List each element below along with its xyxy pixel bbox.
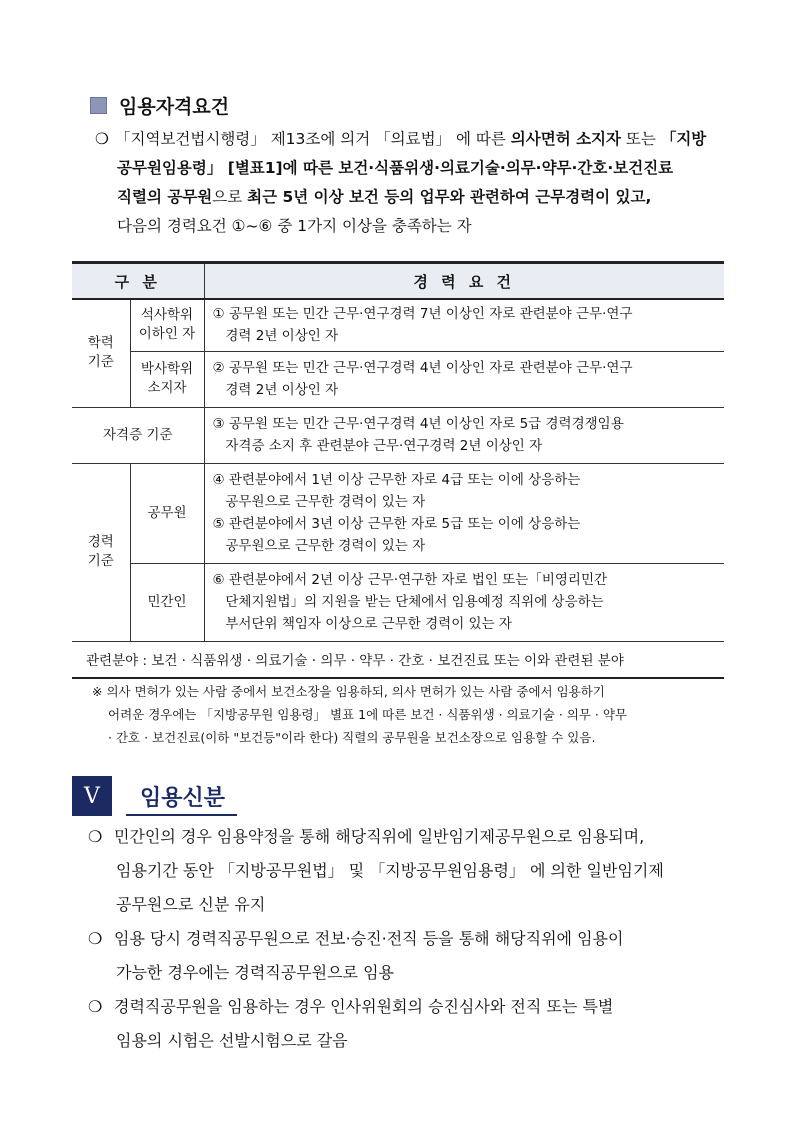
paragraph-line: ❍ 「지역보건법시행령」 제13조에 의거 「의료법」 에 따른 의사면허 소지자 또는 「지방 <box>95 125 735 154</box>
footnote-line: · 간호 · 보건진료(이하 "보건등"이라 한다) 직렬의 공무원을 보건소장으로 임용할 수 있음. <box>108 730 596 745</box>
paragraph-line: 공무원임용령」 [별표1]에 따른 보건·식품위생·의료기술·의무·약무·간호·보건진료 <box>117 159 674 177</box>
table-row <box>72 563 724 641</box>
list-item: ❍ 임용 당시 경력직공무원으로 전보·승진·전직 등을 통해 해당직위에 임용이 <box>88 922 738 956</box>
section-number-badge: V <box>72 776 112 816</box>
list-item-continuation: 가능한 경우에는 경력직공무원으로 임용 <box>116 963 395 982</box>
section-v-heading <box>72 776 237 816</box>
license-requirement: ③ 공무원 또는 민간 근무·연구경력 4년 이상인 자로 5급 경력경쟁임용 자격증 소지 후 관련분야 근무·연구경력 2년 이상인 자 <box>204 407 724 463</box>
private-requirement: ⑥ 관련분야에서 2년 이상 근무·연구한 자로 법인 또는「비영리민간 단체지원법」의 지원을 받는 단체에서 임용예정 직위에 상응하는 부서단위 책임자 이상으로 근무한 경력이 있는 자 <box>204 563 724 641</box>
table-header-row <box>72 263 724 300</box>
paragraph-line: 직렬의 공무원으로 최근 5년 이상 보건 등의 업무와 관련하여 근무경력이 있고, <box>117 188 652 206</box>
footnote <box>92 680 732 749</box>
circle-bullet-icon: ❍ <box>95 130 109 148</box>
section-title: 임용신분 <box>126 781 237 816</box>
academic-group-label: 학력 기준 <box>72 299 130 407</box>
phd-requirement: ② 공무원 또는 민간 근무·연구경력 4년 이상인 자로 관련분야 근무·연구 경력 2년 이상인 자 <box>204 351 724 407</box>
table-row <box>72 299 724 351</box>
circle-bullet-icon: ❍ <box>88 827 103 846</box>
masters-label: 석사학위 이하인 자 <box>130 299 204 351</box>
list-item: ❍ 경력직공무원을 임용하는 경우 인사위원회의 승진심사와 전직 또는 특별 <box>88 990 738 1024</box>
footnote-line: 어려운 경우에는 「지방공무원 임용령」 별표 1에 따른 보건 · 식품위생 · 의료기술 · 의무 · 약무 <box>108 707 627 722</box>
list-item: ❍ 민간인의 경우 임용약정을 통해 해당직위에 일반임기제공무원으로 임용되며, <box>88 820 738 854</box>
square-bullet-icon <box>90 97 107 114</box>
career-requirements-table <box>72 261 724 679</box>
phd-label: 박사학위 소지자 <box>130 351 204 407</box>
footnote-line: ※ 의사 면허가 있는 사람 중에서 보건소장을 임용하되, 의사 면허가 있는 사람 중에서 임용하기 <box>92 684 605 699</box>
masters-requirement: ① 공무원 또는 민간 근무·연구경력 7년 이상인 자로 관련분야 근무·연구 경력 2년 이상인 자 <box>204 299 724 351</box>
private-label: 민간인 <box>130 563 204 641</box>
list-item-continuation: 임용의 시험은 선발시험으로 갈음 <box>116 1031 348 1050</box>
related-field-note: 관련분야 : 보건 · 식품위생 · 의료기술 · 의무 · 약무 · 간호 · 보건진료 또는 이와 관련된 분야 <box>72 641 724 678</box>
header-requirement: 경 력 요 건 <box>204 263 724 300</box>
list-item-continuation: 공무원으로 신분 유지 <box>116 895 266 914</box>
table-row <box>72 351 724 407</box>
table-row <box>72 407 724 463</box>
circle-bullet-icon: ❍ <box>88 929 103 948</box>
table-row <box>72 463 724 563</box>
list-item-continuation: 임용기간 동안 「지방공무원법」 및 「지방공무원임용령」 에 의한 일반임기제 <box>116 861 664 880</box>
paragraph-line: 다음의 경력요건 ①~⑥ 중 1가지 이상을 충족하는 자 <box>117 217 472 235</box>
circle-bullet-icon: ❍ <box>88 997 103 1016</box>
license-label: 자격증 기준 <box>72 407 204 463</box>
section-heading <box>90 92 229 119</box>
qualification-paragraph <box>95 125 735 241</box>
appointment-status-list <box>88 820 738 1058</box>
public-requirement: ④ 관련분야에서 1년 이상 근무한 자로 4급 또는 이에 상응하는 공무원으로 근무한 경력이 있는 자 ⑤ 관련분야에서 3년 이상 근무한 자로 5급 또는 이에 상응하는 공무원으로 근무한 경력이 있는 자 <box>204 463 724 563</box>
career-group-label: 경력 기준 <box>72 463 130 641</box>
table-row <box>72 641 724 678</box>
public-label: 공무원 <box>130 463 204 563</box>
header-category: 구 분 <box>72 263 204 300</box>
section-title: 임용자격요건 <box>119 96 230 118</box>
